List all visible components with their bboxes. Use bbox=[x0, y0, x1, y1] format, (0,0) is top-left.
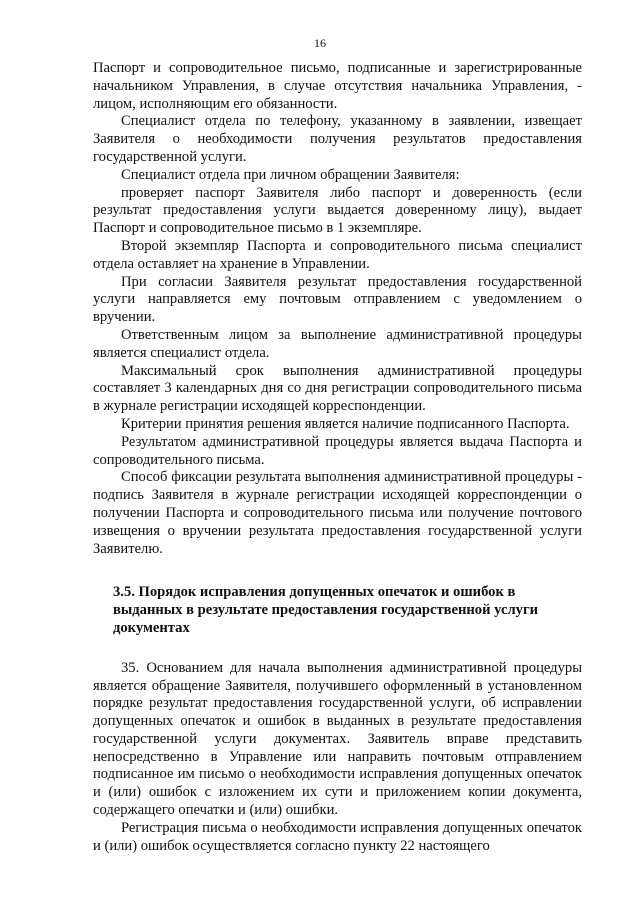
paragraph: Регистрация письма о необходимости исправления допущенных опечаток и (или) ошибок осуществляется согласно пункту 22 настоящего bbox=[93, 819, 582, 854]
paragraph: При согласии Заявителя результат предоставления государственной услуги направляется ему почтовым отправлением с уведомлением о вручении. bbox=[93, 273, 582, 326]
paragraph: 35. Основанием для начала выполнения административной процедуры является обращение Заявителя, получившего оформленный в установленном порядке результат предоставления государственной услуги, об исправлении допущенных опечаток и ошибок в выданных в результате предоставления государственной услуги документах. Заявитель вправе представить непосредственно в Управление или направить почтовым отправлением подписанное им письмо о необходимости исправления допущенных опечаток и (или) ошибок с изложением их сути и приложением копии документа, содержащего опечатки и (или) ошибки. bbox=[93, 659, 582, 819]
paragraph: Максимальный срок выполнения административной процедуры составляет 3 календарных дня со дня регистрации сопроводительного письма в журнале регистрации исходящей корреспонденции. bbox=[93, 362, 582, 415]
paragraph: Паспорт и сопроводительное письмо, подписанные и зарегистрированные начальником Управления, в случае отсутствия начальника Управления, - лицом, исполняющим его обязанности. bbox=[93, 60, 582, 112]
document-body bbox=[93, 60, 582, 855]
paragraph: Специалист отдела при личном обращении Заявителя: bbox=[121, 166, 460, 183]
section-heading-line: выданных в результате предоставления государственной услуги bbox=[113, 602, 538, 619]
paragraph: Способ фиксации результата выполнения административной процедуры - подпись Заявителя в журнале регистрации исходящей корреспонденции о получении Паспорта и сопроводительного письма или получение почтового извещения о вручении результата предоставления государственной услуги Заявителю. bbox=[93, 469, 582, 557]
paragraph: Второй экземпляр Паспорта и сопроводительного письма специалист отдела оставляет на хранение в Управлении. bbox=[93, 237, 582, 272]
paragraph: проверяет паспорт Заявителя либо паспорт и доверенность (если результат предоставления услуги выдается доверенному лицу), выдает Паспорт и сопроводительное письмо в 1 экземпляре. bbox=[93, 184, 582, 237]
section-heading-line: документах bbox=[113, 619, 190, 636]
section-heading-line: 3.5. Порядок исправления допущенных опечаток и ошибок в bbox=[113, 584, 516, 601]
section-heading bbox=[93, 584, 582, 637]
paragraph: Критерии принятия решения является наличие подписанного Паспорта. bbox=[121, 415, 570, 432]
paragraph: Специалист отдела по телефону, указанному в заявлении, извещает Заявителя о необходимости получения результатов предоставления государственной услуги. bbox=[93, 113, 582, 165]
paragraph: Результатом административной процедуры является выдача Паспорта и сопроводительного письма. bbox=[93, 433, 582, 468]
page-number: 16 bbox=[314, 36, 326, 50]
paragraph: Ответственным лицом за выполнение административной процедуры является специалист отдела. bbox=[93, 326, 582, 361]
